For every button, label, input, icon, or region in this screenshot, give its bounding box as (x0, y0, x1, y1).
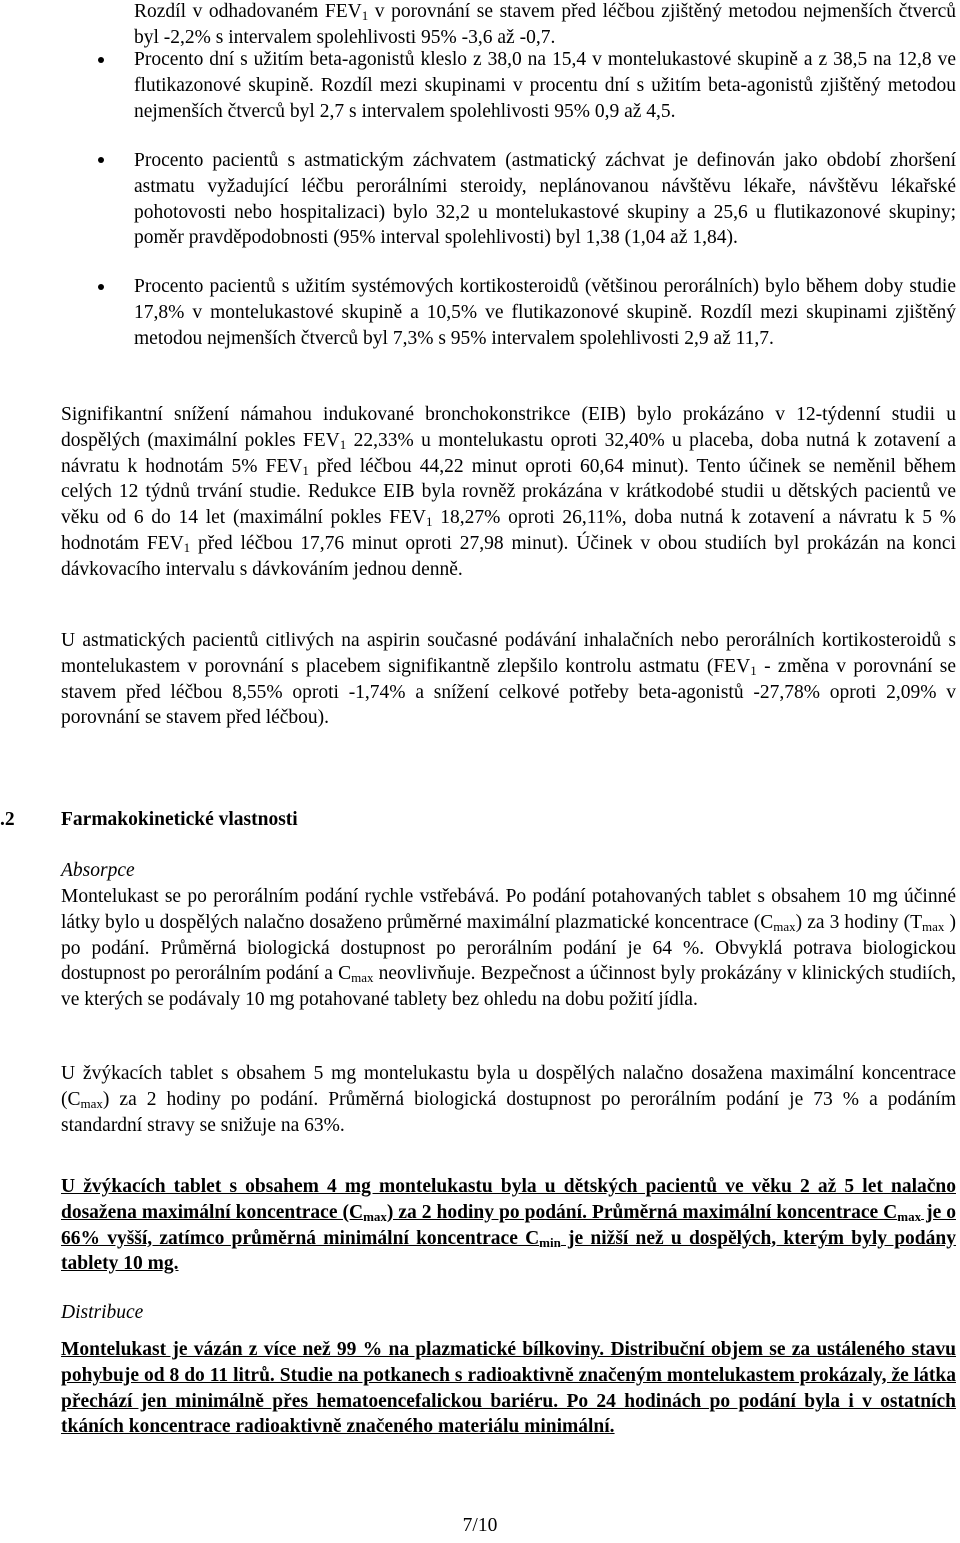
subscript: min (539, 1234, 561, 1250)
paragraph-distribuce: Montelukast je vázán z více než 99 % na plazmatické bílkoviny. Distribuční objem se za ustáleného stavu pohybuje od 8 do 11 litrů. Studie na potkanech s radioaktivně značeným montelukastem prokázaly, že látka přechází jen minimálně přes hematoencefalickou bariéru. Po 24 hodinách po podání byla i v ostatních tkáních koncentrace radioaktivně značeného materiálu minimální. (61, 1339, 956, 1438)
paragraph-eib (61, 402, 956, 583)
text-run: Rozdíl v odhadovaném FEV (134, 1, 362, 22)
subscript: 1 (361, 8, 369, 23)
text-run: ) po podání. Průměrná biologická dostupnost po perorálním podání je 64 %. Obvyklá potrava biologickou dostupnost po perorálním podání a C (61, 911, 956, 985)
subscript: max (80, 1095, 103, 1111)
paragraph-absorpce-2 (61, 1061, 956, 1138)
section-number: .2 (0, 809, 15, 830)
subscript: max (897, 1208, 922, 1224)
text-run: - změna v porovnání se stavem před léčbou 8,55% oproti -1,74% a snížení celkové potřeby beta-agonistů -27,78% oproti 2,09% v porovnání se stavem před léčbou). (61, 655, 957, 729)
section-title: Farmakokinetické vlastnosti (61, 809, 298, 830)
subscript: 1 (426, 514, 433, 530)
paragraph-aspirin (61, 628, 956, 731)
bullet-dot (98, 157, 104, 163)
subscript: max (363, 1208, 387, 1224)
subscript: 1 (302, 462, 309, 478)
bullet-dot (98, 284, 104, 290)
text-run: před léčbou 44,22 minut oproti 60,64 minut). Tento účinek se neměnil během celých 12 týdnů trvání studie. Redukce EIB byla rovněž prokázána v krátkodobé studii u dětských pacientů ve věku od 6 do 14 let (maximální pokles FEV (61, 455, 956, 529)
bullet-continuation (134, 0, 956, 51)
bullet-item: Procento dní s užitím beta-agonistů kleslo z 38,0 na 15,4 v montelukastové skupině a z 38,5 na 12,8 ve flutikazonové skupině. Rozdíl mezi skupinami v procentu dní s užitím beta-agonistů zjištěný metodou nejmenších čtverců byl 2,7 s intervalem spolehlivosti 95% 0,9 až 4,5. (134, 49, 956, 122)
bullet-dot (98, 57, 104, 63)
text-run: ) za 3 hodiny (T (795, 911, 923, 933)
subheading-absorpce: Absorpce (61, 860, 135, 881)
text-run: U žvýkacích tablet s obsahem 5 mg montelukastu byla u dospělých nalačno dosažena maximální koncentrace (C (61, 1063, 956, 1110)
text-run: před léčbou 17,76 minut oproti 27,98 minut). Účinek v obou studiích byl prokázán na konci dávkovacího intervalu s dávkováním jednou denně. (61, 532, 956, 580)
subscript: max (773, 918, 796, 934)
text-run: ) za 2 hodiny po podání. Průměrná maximální koncentrace C (386, 1201, 898, 1223)
subscript: max (351, 970, 374, 986)
paragraph-absorpce-3 (61, 1174, 956, 1277)
subscript: 1 (183, 539, 191, 555)
subheading-distribuce: Distribuce (61, 1302, 144, 1323)
text-run: je o 66% vyšší, zatímco průměrná minimální koncentrace C (61, 1201, 956, 1249)
page-number: 7/10 (462, 1515, 498, 1536)
text-run: neovlivňuje. Bezpečnost a účinnost byly prokázány v klinických studiích, ve kterých se podávaly 10 mg potahované tablety bez ohledu na dobu požití jídla. (61, 963, 956, 1011)
text-run: U astmatických pacientů citlivých na aspirin současné podávání inhalačních nebo perorálních kortikosteroidů s montelukastem v porovnání s placebem signifikantně zlepšilo kontrolu astmatu (FEV (61, 630, 956, 677)
text-run: 18,27% oproti 26,11%, doba nutná k zotavení a návratu k 5 % hodnotám FEV (61, 507, 956, 554)
text-run: U žvýkacích tablet s obsahem 4 mg montelukastu byla u dětských pacientů ve věku 2 až 5 let nalačno dosažena maximální koncentrace (C (61, 1176, 956, 1223)
text-run: Signifikantní snížení námahou indukované bronchokonstrikce (EIB) bylo prokázáno v 12-týdenní studii u dospělých (maximální pokles FEV (61, 404, 956, 451)
bullet-item: Procento pacientů s užitím systémových kortikosteroidů (většinou perorálních) bylo během doby studie 17,8% v montelukastové skupině a 10,5% ve flutikazonové skupině. Rozdíl mezi skupinami zjištěný metodou nejmenších čtverců byl 7,3% s 95% intervalem spolehlivosti 2,9 až 11,7. (134, 276, 956, 349)
text-run: ) za 2 hodiny po podání. Průměrná biologická dostupnost po perorálním podání je 73 % a podáním standardní stravy se snižuje na 63%. (61, 1088, 956, 1136)
bullet-item: Procento pacientů s astmatickým záchvatem (astmatický záchvat je definován jako období zhoršení astmatu vyžadující léčbu perorálními steroidy, neplánovanou návštěvu lékaře, návštěvu lékařské pohotovosti nebo hospitalizaci) bylo 32,2 u montelukastové skupiny a 25,6 u flutikazonové skupiny; poměr pravděpodobnosti (95% interval spolehlivosti) byl 1,38 (1,04 až 1,84). (134, 150, 956, 249)
text-run: Montelukast se po perorálním podání rychle vstřebává. Po podání potahovaných tablet s obsahem 10 mg účinné látky bylo u dospělých nalačno dosaženo průměrné maximální plazmatické koncentrace (C (61, 886, 956, 933)
text-run: v porovnání se stavem před léčbou zjištěný metodou nejmenších čtverců byl -2,2% s intervalem spolehlivosti 95% -3,6 až -0,7. (134, 1, 957, 48)
subscript: 1 (339, 436, 347, 452)
subscript: 1 (750, 662, 757, 678)
subscript: max (922, 918, 945, 934)
paragraph-absorpce-1 (61, 884, 956, 1013)
text-run: 22,33% u montelukastu oproti 32,40% u placeba, doba nutná k zotavení a návratu k hodnotám 5% FEV (61, 429, 957, 477)
text-run: je nižší než u dospělých, kterým byly podány tablety 10 mg. (61, 1227, 956, 1275)
